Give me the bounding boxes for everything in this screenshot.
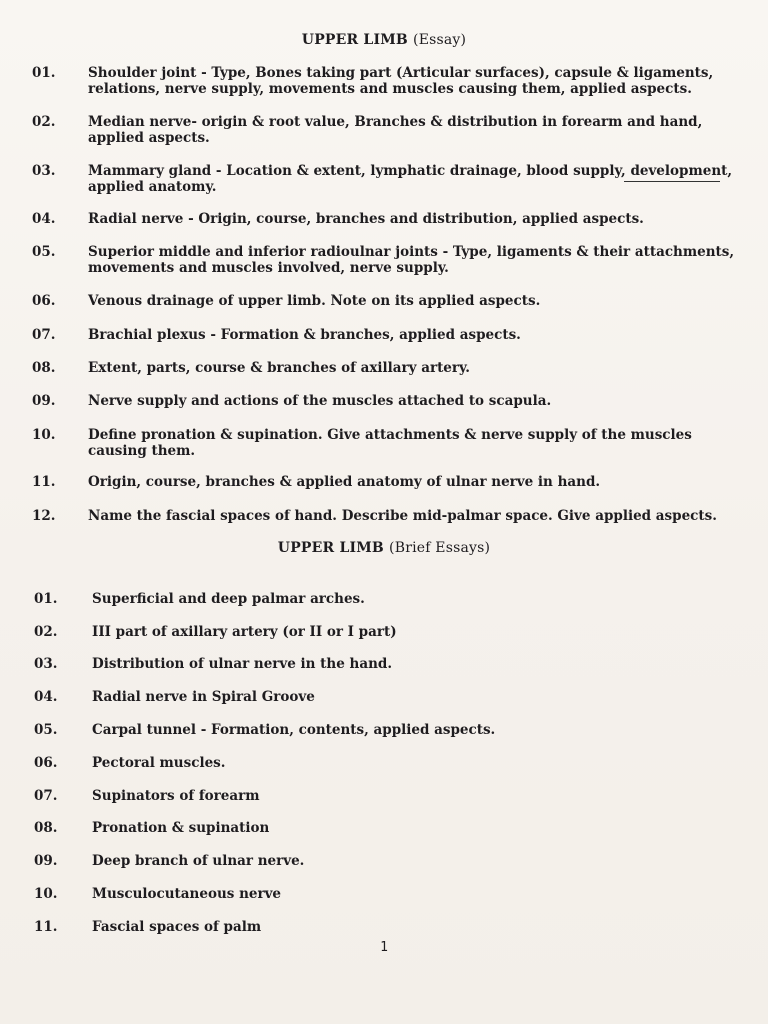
question-text: Brachial plexus - Formation & branches, applied aspects. [88,327,521,343]
question-text: Musculocutaneous nerve [92,886,282,902]
question-text: Origin, course, branches & applied anatomy of ulnar nerve in hand. [88,474,601,490]
question-text: Define pronation & supination. Give attachments & nerve supply of the muscles causing them. [88,427,692,459]
question-text: Fascial spaces of palm [92,919,262,935]
question-text: Nerve supply and actions of the muscles attached to scapula. [88,393,552,409]
question-text: Deep branch of ulnar nerve. [92,853,305,869]
brief-subtitle: (Brief Essays) [389,540,491,556]
question-text: Pronation & supination [92,820,270,836]
question-text: Pectoral muscles. [92,755,226,771]
question-text: Name the fascial spaces of hand. Describe mid-palmar space. Give applied aspects. [88,508,717,524]
question-number: 12. [32,508,56,524]
question-text: III part of axillary artery (or II or I part) [92,624,397,640]
question-number: 08. [32,360,56,376]
question-text: Superficial and deep palmar arches. [92,591,365,607]
question-number: 09. [32,393,56,409]
question-number: 09. [34,853,58,869]
question-text: Extent, parts, course & branches of axillary artery. [88,360,471,376]
brief-heading [0,540,768,556]
question-text: Venous drainage of upper limb. Note on its applied aspects. [88,293,541,309]
question-number: 05. [34,722,58,738]
question-number: 05. [32,244,56,260]
question-number: 03. [32,163,56,179]
question-number: 01. [32,65,56,81]
question-number: 04. [32,211,56,227]
question-number: 10. [34,886,58,902]
pen-underline [624,181,720,182]
question-number: 04. [34,689,58,705]
question-number: 01. [34,591,58,607]
essay-subtitle: (Essay) [413,32,467,48]
question-number: 07. [34,788,58,804]
question-number: 02. [34,624,58,640]
page-number: 1 [380,940,388,955]
question-number: 10. [32,427,56,443]
question-number: 08. [34,820,58,836]
question-text: Median nerve- origin & root value, Branches & distribution in forearm and hand, applied aspects. [88,114,703,146]
question-number: 11. [34,919,58,935]
question-number: 11. [32,474,56,490]
question-text: Carpal tunnel - Formation, contents, applied aspects. [92,722,496,738]
question-number: 02. [32,114,56,130]
essay-heading [0,32,768,48]
question-text: Radial nerve - Origin, course, branches and distribution, applied aspects. [88,211,644,227]
question-text: Shoulder joint - Type, Bones taking part (Articular surfaces), capsule & ligaments, relations, nerve supply, movements and muscles causing them, applied aspects. [88,65,714,97]
question-number: 06. [32,293,56,309]
question-number: 07. [32,327,56,343]
question-text: Supinators of forearm [92,788,260,804]
question-text: Radial nerve in Spiral Groove [92,689,315,705]
question-text: Mammary gland - Location & extent, lymphatic drainage, blood supply, development, applied anatomy. [88,163,733,195]
question-number: 06. [34,755,58,771]
essay-title: UPPER LIMB [301,32,408,48]
brief-title: UPPER LIMB [277,540,384,556]
question-number: 03. [34,656,58,672]
question-text: Superior middle and inferior radioulnar joints - Type, ligaments & their attachments, movements and muscles involved, nerve supply. [88,244,735,276]
question-text: Distribution of ulnar nerve in the hand. [92,656,393,672]
